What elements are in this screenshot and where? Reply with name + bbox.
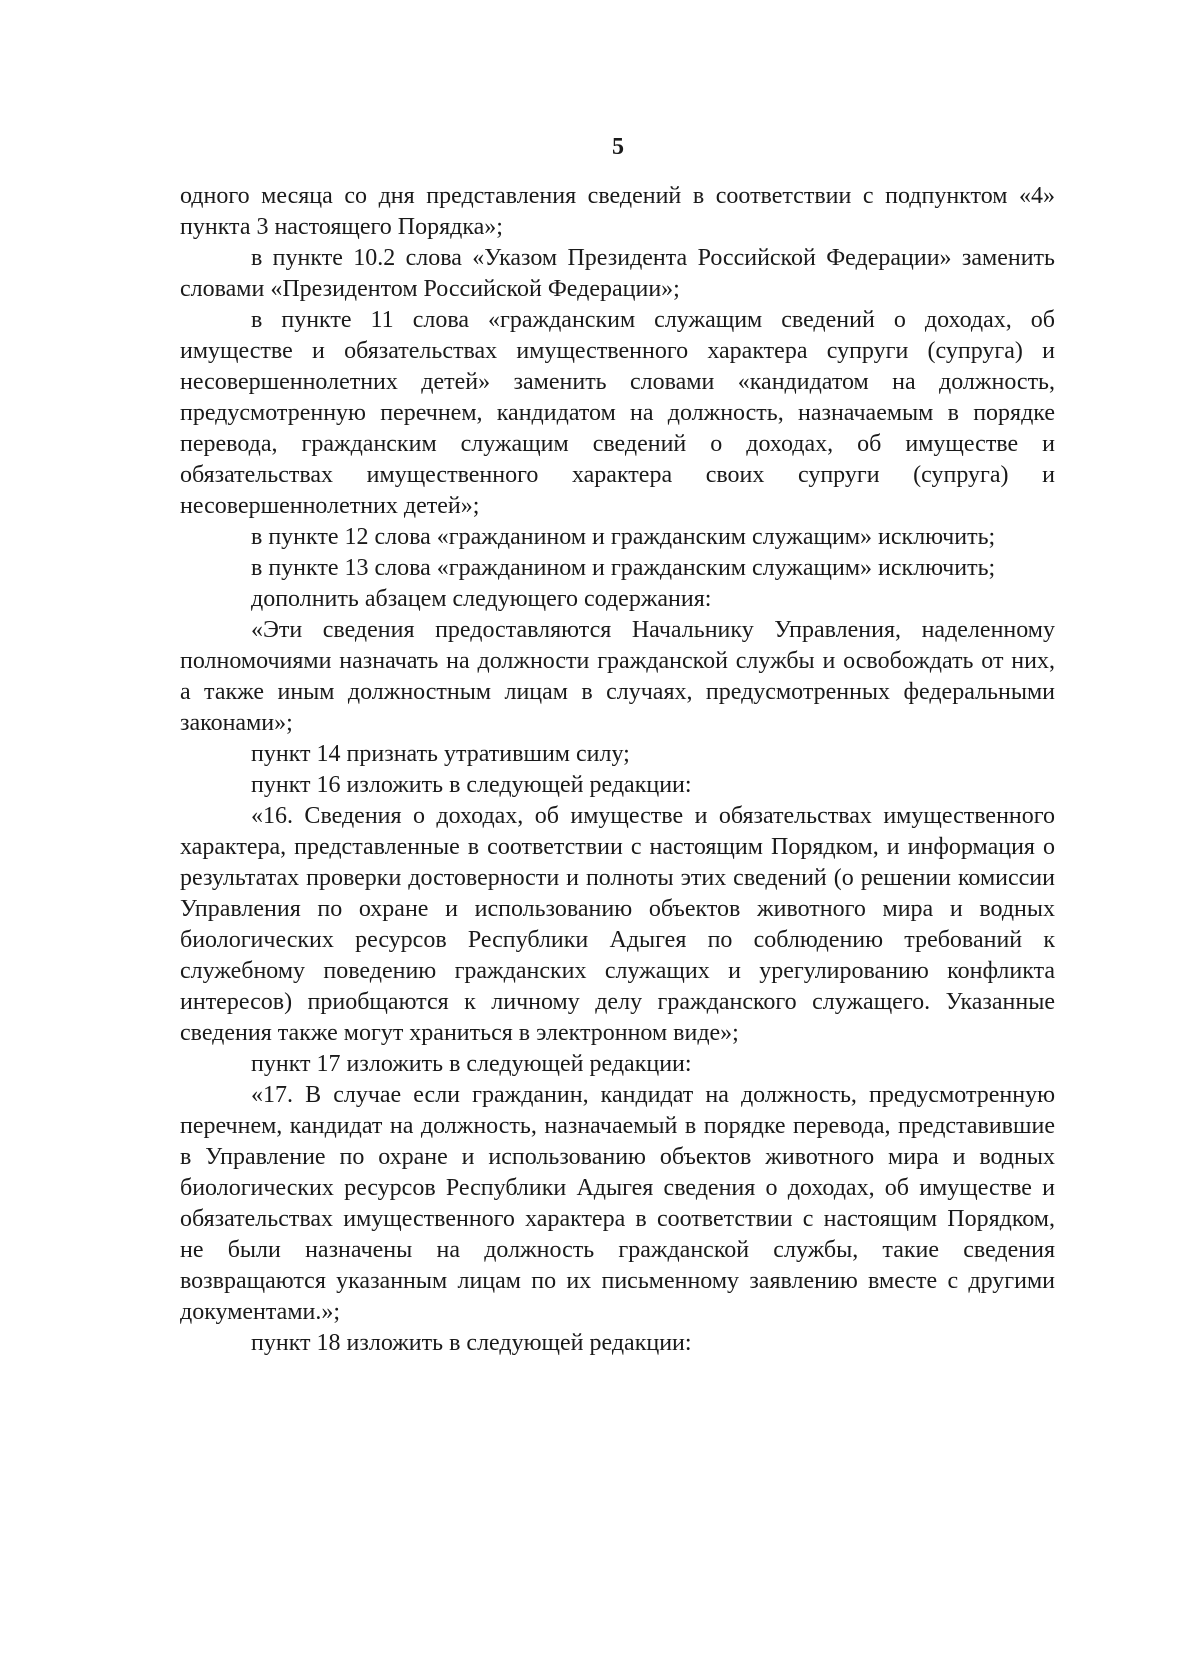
paragraph: «16. Сведения о доходах, об имуществе и обязательствах имущественного характера, представленные в соответствии с настоящим Порядком, и информация о результатах проверки достоверности и полноты этих сведений (о решении комиссии Управления по охране и использованию объектов животного мира и водных биологических ресурсов Республики Адыгея по соблюдению требований к служебному поведению гражданских служащих и урегулированию конфликта интересов) приобщаются к личному делу гражданского служащего. Указанные сведения также могут храниться в электронном виде»; (180, 803, 1055, 1046)
paragraph: в пункте 12 слова «гражданином и гражданским служащим» исключить; (251, 524, 996, 550)
paragraph: пункт 17 изложить в следующей редакции: (251, 1051, 692, 1077)
document-body (180, 181, 1055, 1359)
paragraph: в пункте 10.2 слова «Указом Президента Российской Федерации» заменить словами «Президентом Российской Федерации»; (180, 245, 1055, 302)
paragraph: одного месяца со дня представления сведений в соответствии с подпунктом «4» пункта 3 настоящего Порядка»; (180, 183, 1055, 240)
paragraph: пункт 14 признать утратившим силу; (251, 741, 630, 767)
paragraph: дополнить абзацем следующего содержания: (251, 586, 712, 612)
paragraph: в пункте 13 слова «гражданином и гражданским служащим» исключить; (251, 555, 996, 581)
paragraph: пункт 16 изложить в следующей редакции: (251, 772, 692, 798)
paragraph: «17. В случае если гражданин, кандидат на должность, предусмотренную перечнем, кандидат на должность, назначаемый в порядке перевода, представившие в Управление по охране и использованию объектов животного мира и водных биологических ресурсов Республики Адыгея сведения о доходах, об имуществе и обязательствах имущественного характера в соответствии с настоящим Порядком, не были назначены на должность гражданской службы, такие сведения возвращаются указанным лицам по их письменному заявлению вместе с другими документами.»; (180, 1082, 1055, 1325)
page-number: 5 (612, 134, 624, 160)
paragraph: в пункте 11 слова «гражданским служащим сведений о доходах, об имуществе и обязательствах имущественного характера супруги (супруга) и несовершеннолетних детей» заменить словами «кандидатом на должность, предусмотренную перечнем, кандидатом на должность, назначаемым в порядке перевода, гражданским служащим сведений о доходах, об имуществе и обязательствах имущественного характера своих супруги (супруга) и несовершеннолетних детей»; (180, 307, 1055, 519)
paragraph: «Эти сведения предоставляются Начальнику Управления, наделенному полномочиями назначать на должности гражданской службы и освобождать от них, а также иным должностным лицам в случаях, предусмотренных федеральными законами»; (180, 617, 1055, 736)
paragraph: пункт 18 изложить в следующей редакции: (251, 1330, 692, 1356)
